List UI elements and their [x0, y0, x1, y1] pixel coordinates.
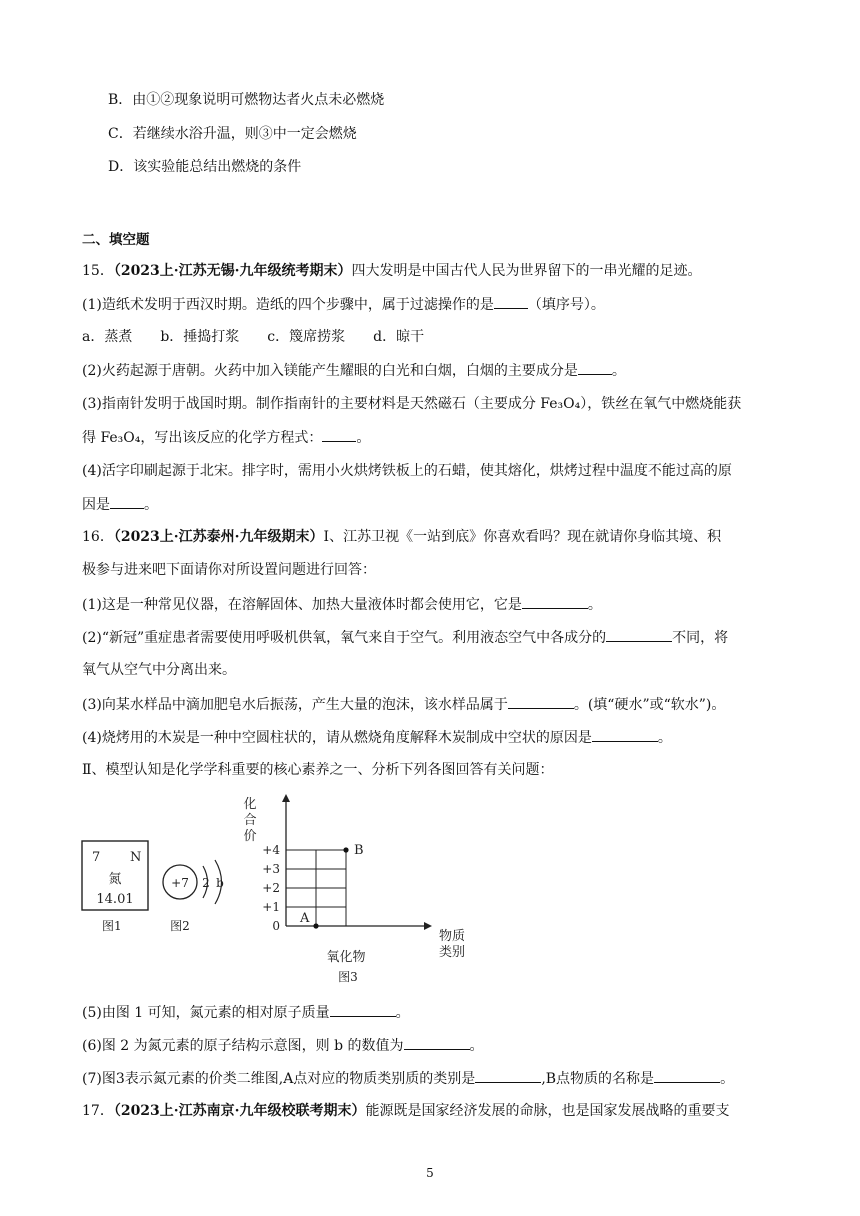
answer-blank[interactable]	[330, 1002, 396, 1017]
q16-part6	[82, 1035, 484, 1056]
answer-blank[interactable]	[404, 1035, 470, 1050]
y-axis-label-char: 化	[243, 797, 257, 812]
part-text: 。(填“硬水”或“软水”)。	[573, 697, 726, 713]
part-text: (2)火药起源于唐朝。火药中加入镁能产生耀眼的白光和白烟，白烟的主要成分是	[82, 363, 578, 379]
question-source: （2023上·江苏南京·九年级校联考期末）	[113, 1103, 366, 1119]
part-text: (1)这是一种常见仪器，在溶解固体、加热大量液体时都会使用它，它是	[82, 597, 522, 613]
q14-option-b: B．由①②现象说明可燃物达者火点未必燃烧	[108, 92, 385, 108]
x-axis-label-line: 类别	[438, 945, 466, 960]
y-tick-label: +1	[262, 900, 280, 914]
question-stem: 能源既是国家经济发展的命脉，也是国家发展战略的重要支	[365, 1103, 730, 1119]
part-text: 。	[657, 730, 672, 746]
part-text: (2)“新冠”重症患者需要使用呼吸机供氧，氧气来自于空气。利用液态空气中各成分的	[82, 630, 607, 646]
part-text: 。	[356, 430, 371, 446]
q16-part7	[82, 1068, 734, 1089]
q16-part2-intro: Ⅱ、模型认知是化学学科重要的核心素养之一、分析下列各图回答有关问题：	[82, 762, 554, 778]
element-name: 氮	[108, 872, 122, 887]
y-tick-label: 0	[272, 919, 280, 933]
y-axis-label-char: 价	[243, 829, 257, 844]
q14-option-d: D．该实验能总结出燃烧的条件	[108, 159, 302, 175]
y-tick-label: +4	[262, 843, 280, 857]
part-text: 。	[395, 1005, 410, 1021]
question-number: 16．	[82, 529, 114, 545]
x-axis-label-line: 物质	[438, 929, 466, 944]
question-source: （2023上·江苏无锡·九年级统考期末）	[113, 263, 352, 279]
point-label-a: A	[300, 911, 310, 926]
part-text: 。	[611, 363, 626, 379]
data-point-a	[313, 923, 318, 928]
shell-2-electrons: b	[216, 876, 224, 890]
q15-options: a．蒸煮 b．捶捣打浆 c．篾席捞浆 d．晾干	[82, 329, 425, 345]
figure-3-caption: 图3	[338, 970, 358, 984]
section-heading: 二、填空题	[82, 232, 150, 248]
figure-1-caption: 图1	[102, 919, 122, 933]
q14-option-c: C．若继续水浴升温，则③中一定会燃烧	[108, 126, 357, 142]
question-number: 17．	[82, 1103, 114, 1119]
point-label-b: B	[354, 843, 364, 858]
part-text: 。	[587, 597, 602, 613]
part-text: 不同，将	[672, 630, 729, 646]
category-label: 氧化物	[326, 950, 366, 965]
figure-3-valence-chart	[243, 794, 465, 984]
part-text: (1)造纸术发明于西汉时期。造纸的四个步骤中，属于过滤操作的是	[82, 297, 494, 313]
part-text: (3)向某水样品中滴加肥皂水后振荡，产生大量的泡沫，该水样品属于	[82, 697, 508, 713]
figure-2-caption: 图2	[170, 919, 190, 933]
part-text: ,B点物质的名称是	[541, 1071, 655, 1087]
y-axis-label-char: 合	[243, 813, 257, 828]
part-text: 。	[469, 1038, 484, 1054]
part-text: (4)烧烤用的木炭是一种中空圆柱状的，请从燃烧角度解释木炭制成中空状的原因是	[82, 730, 592, 746]
atomic-mass: 14.01	[96, 892, 134, 907]
part-text: (5)由图 1 可知，氮元素的相对原子质量	[82, 1005, 330, 1021]
part-text: 。	[144, 497, 158, 513]
question-stem: Ⅰ、江苏卫视《一站到底》你喜欢看吗？现在就请你身临其境、积	[323, 529, 722, 545]
part-text: （填序号）。	[527, 297, 605, 313]
part-text: (6)图 2 为氮元素的原子结构示意图，则 b 的数值为	[82, 1038, 404, 1054]
q15-part4-line1: (4)活字印刷起源于北宋。排字时，需用小火烘烤铁板上的石蜡，使其熔化，烘烤过程中温度不能过高的原	[82, 463, 732, 479]
shell-1-electrons: 2	[202, 876, 210, 890]
atomic-number: 7	[92, 850, 101, 865]
answer-blank[interactable]	[654, 1068, 720, 1083]
question-stem: 四大发明是中国古代人民为世界留下的一串光耀的足迹。	[351, 263, 702, 279]
question-number: 15．	[82, 263, 114, 279]
part-text: 因是	[82, 497, 110, 513]
y-tick-label: +3	[262, 862, 280, 876]
part-text: 得 Fe₃O₄，写出该反应的化学方程式：	[82, 430, 323, 446]
question-source: （2023上·江苏泰州·九年级期末）	[113, 529, 324, 545]
part-text: (7)图3表示氮元素的价类二维图,A点对应的物质类别质的类别是	[82, 1071, 476, 1087]
figure-2-atom-diagram	[163, 860, 224, 933]
y-axis-arrow-icon	[282, 794, 290, 802]
y-tick-label: +2	[262, 881, 280, 895]
figure-1-element-cell	[82, 841, 148, 933]
page-number: 5	[426, 1166, 434, 1180]
answer-blank[interactable]	[475, 1068, 541, 1083]
element-symbol: N	[130, 850, 142, 865]
q16-stem-line2: 极参与进来吧下面请你对所设置问题进行回答：	[82, 562, 376, 578]
q17-stem	[82, 1101, 730, 1121]
q15-part3-line1: (3)指南针发明于战国时期。制作指南针的主要材料是天然磁石（主要成分 Fe₃O₄），铁丝在氧气中燃烧能获	[82, 396, 742, 412]
data-point-b	[343, 847, 348, 852]
q16-part5	[82, 1002, 410, 1023]
part-text: 。	[720, 1071, 735, 1087]
nucleus-charge: +7	[171, 876, 189, 890]
x-axis-arrow-icon	[424, 922, 432, 930]
q16-part2-line2: 氧气从空气中分离出来。	[82, 662, 236, 678]
